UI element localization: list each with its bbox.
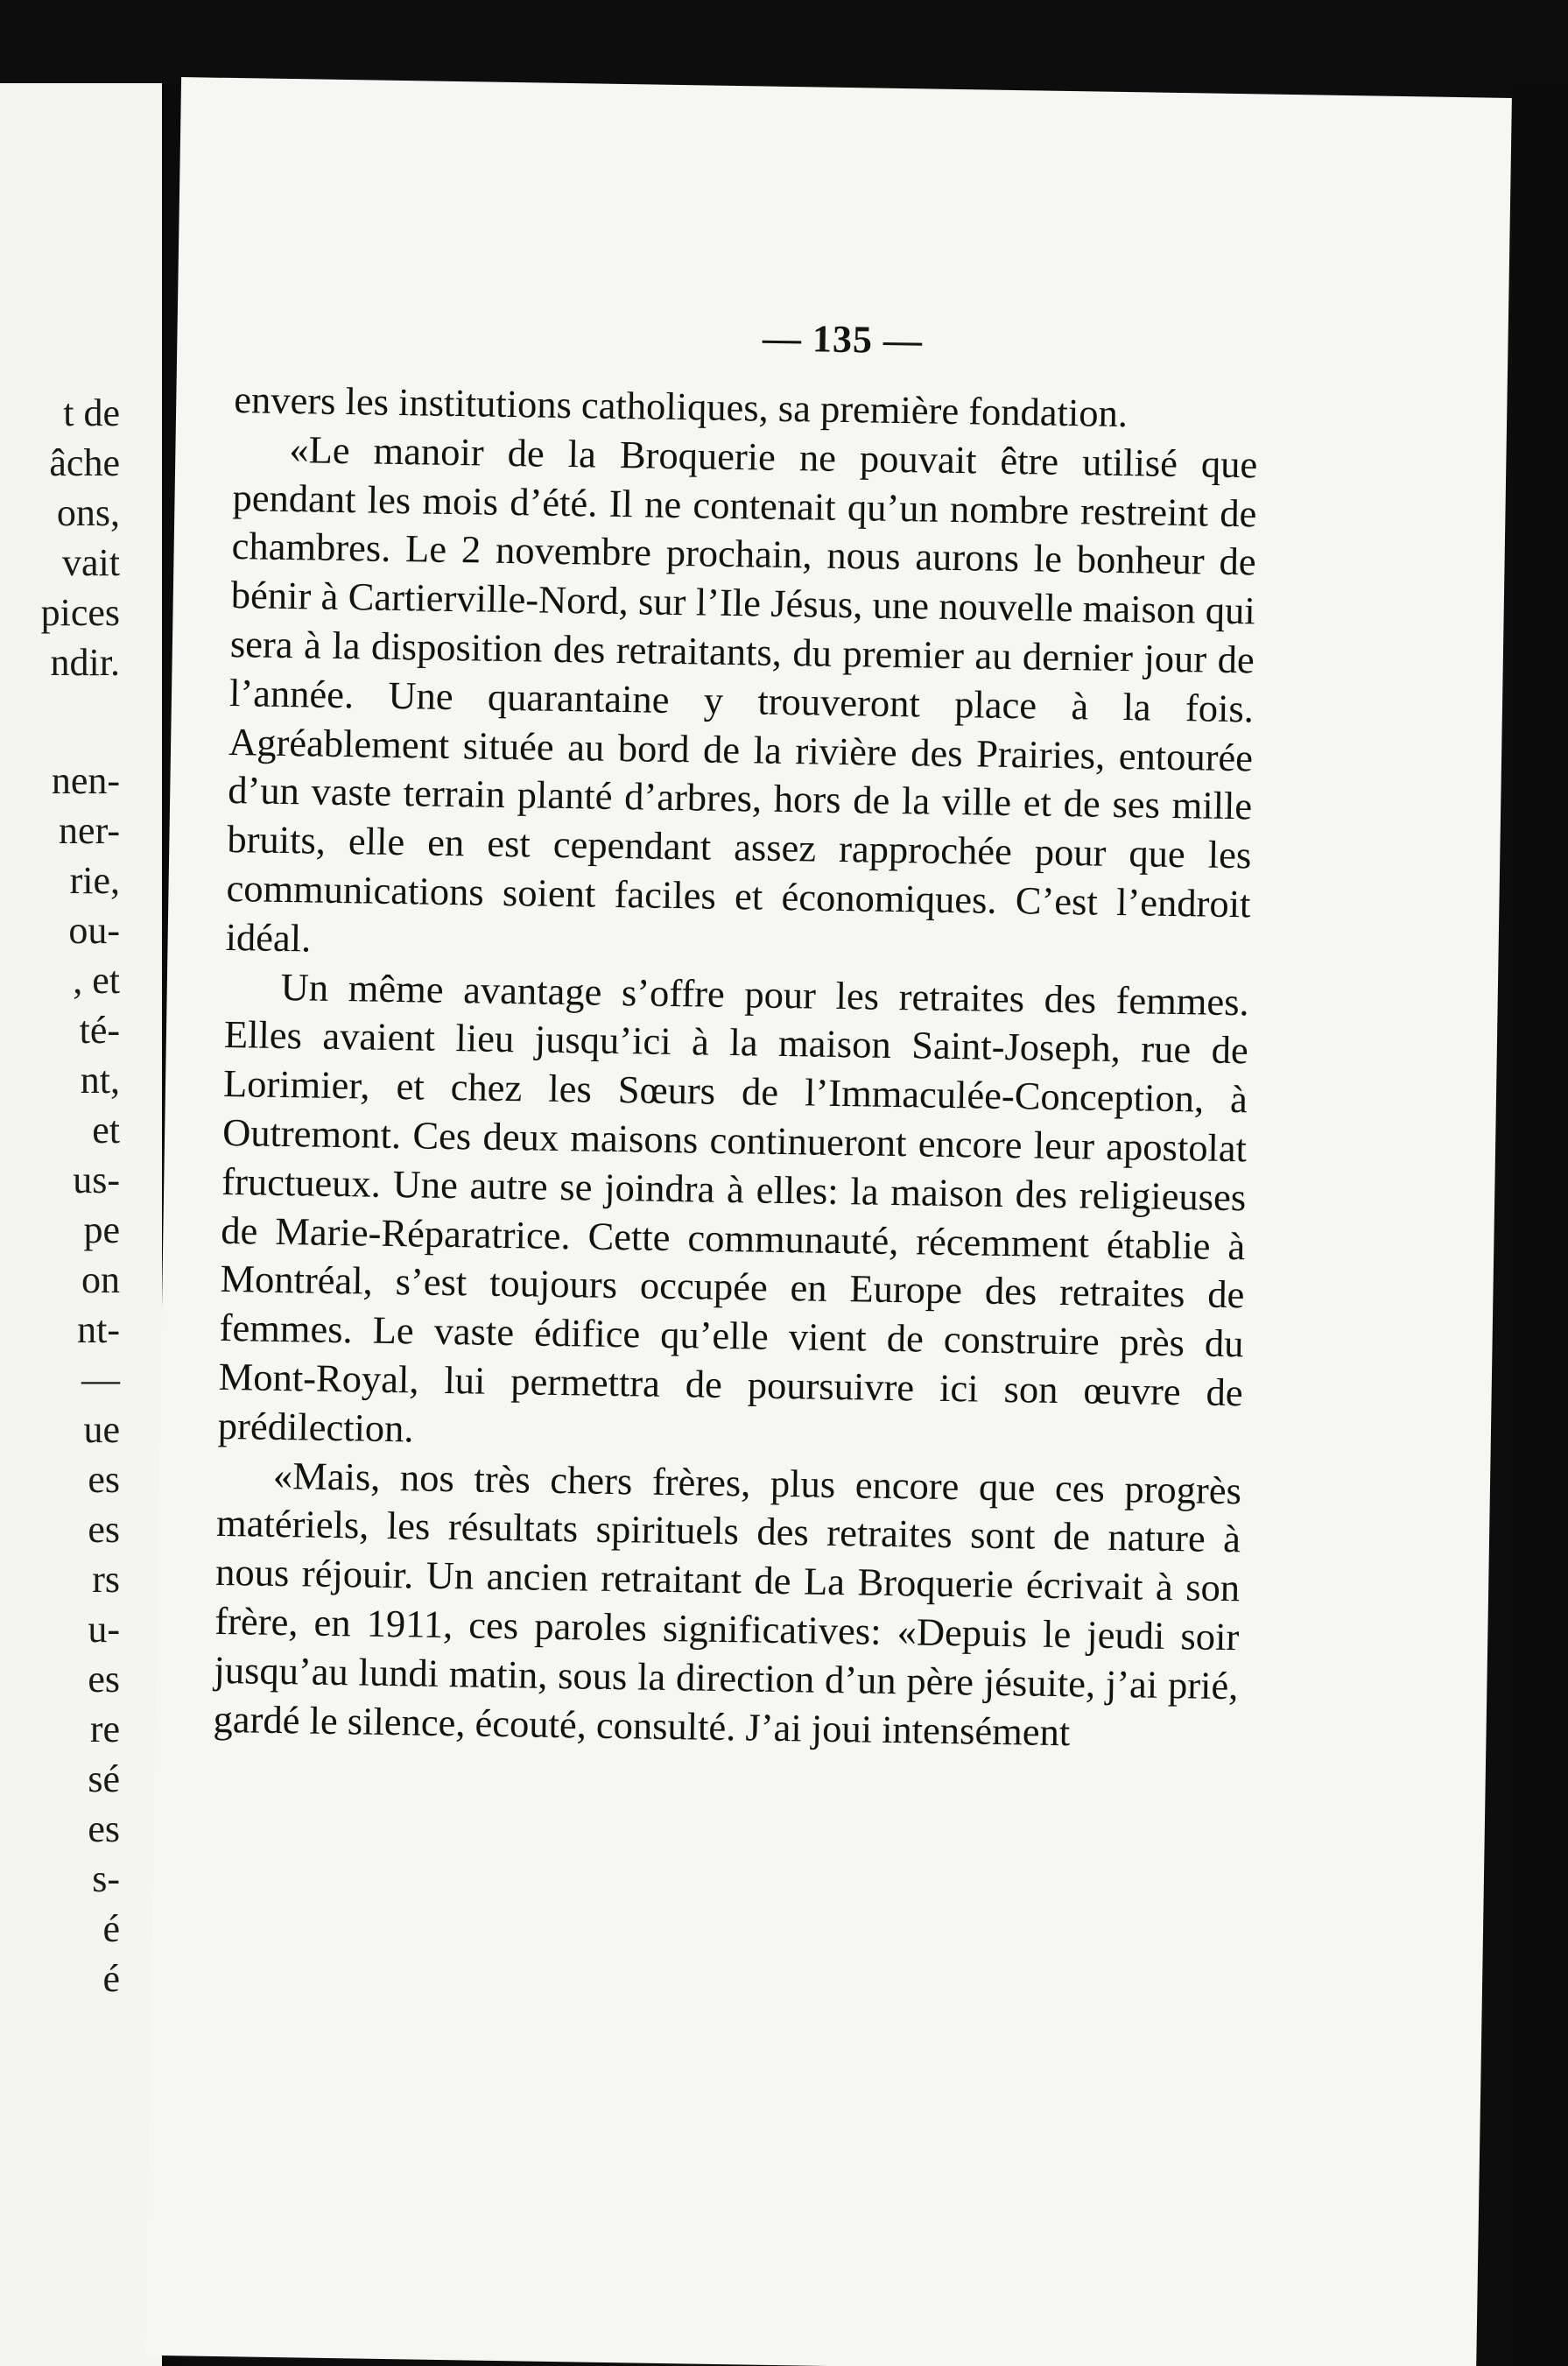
- prev-page-line: ner-: [59, 809, 120, 852]
- prev-page-line: —: [81, 1358, 120, 1401]
- prev-page-line: nt-: [77, 1308, 120, 1351]
- page-body: [213, 376, 1258, 1759]
- prev-page-line: s-: [92, 1857, 120, 1900]
- prev-page-line: es: [88, 1807, 120, 1850]
- prev-page-line: ons,: [56, 491, 120, 534]
- prev-page-line: on: [81, 1258, 120, 1301]
- prev-page-line: es: [88, 1508, 120, 1551]
- prev-page-line: rie,: [69, 859, 120, 902]
- prev-page-line: pices: [40, 591, 120, 634]
- prev-page-line: rs: [92, 1558, 120, 1601]
- paragraph: envers les institutions catholiques, sa première fondation.: [233, 377, 1129, 436]
- prev-page-line: es: [88, 1658, 120, 1701]
- prev-page-line: es: [88, 1458, 120, 1501]
- prev-page-line: re: [89, 1708, 120, 1750]
- prev-page-line: té-: [79, 1009, 120, 1052]
- prev-page-line: é: [102, 1907, 120, 1950]
- prev-page-line: ou-: [68, 909, 120, 952]
- prev-page-line: nen-: [51, 759, 120, 802]
- prev-page-line: âche: [49, 441, 120, 484]
- prev-page-line: us-: [73, 1158, 120, 1201]
- book-page: [145, 77, 1512, 2366]
- prev-page-line: é: [102, 1957, 120, 2000]
- scan-border-right: [1512, 83, 1568, 2366]
- prev-page-line: u-: [88, 1608, 120, 1651]
- prev-page-line: nt,: [80, 1059, 120, 1102]
- prev-page-line: ue: [83, 1408, 120, 1451]
- paragraph: «Le manoir de la Broquerie ne pouvait être utilisé que pendant les mois d’été. Il ne contenait qu’un nombre restreint de chambres. Le 2 novembre prochain, nous aurons le bonheur de bénir à Cartierville-Nord, sur l’Ile Jésus, une nouvelle maison qui sera à la disposition des retraitants, du premier au dernier jour de l’année. Une quarantaine y trouveront place à la fois. Agréablement située au bord de la rivière des Prairies, entourée d’un vaste terrain planté d’arbres, hors de la ville et de ses mille bruits, elle en est cependant assez rapprochée pour que les communications soient faciles et économiques. C’est l’endroit idéal.: [225, 426, 1258, 961]
- prev-page-line: , et: [73, 959, 120, 1002]
- paragraph: «Mais, nos très chers frères, plus encore que ces progrès matériels, les résultats spirituels des retraites sont de nature à nous réjouir. Un ancien retraitant de La Broquerie écrivait à son frère, en 1911, ces paroles significatives: «Depuis le jeudi soir jusqu’au lundi matin, sous la direction d’un père jésuite, j’ai prié, gardé le silence, écouté, consulté. J’ai joui intensément: [213, 1453, 1242, 1754]
- page-number: — 135 —: [762, 316, 924, 363]
- prev-page-line: pe: [83, 1208, 120, 1251]
- paragraph: Un même avantage s’offre pour les retraites des femmes. Elles avaient lieu jusqu’ici à la maison Saint-Joseph, rue de Lorimier, et chez les Sœurs de l’Immaculée-Conception, à Outremont. Ces deux maisons continueront encore leur apostolat fructueux. Une autre se joindra à elles: la maison des religieuses de Marie-Réparatrice. Cette communauté, récemment établie à Montréal, s’est toujours occupée en Europe des retraites de femmes. Le vaste édifice qu’elle vient de construire près du Mont-Royal, lui permettra de poursuivre ici son œuvre de prédilection.: [217, 964, 1250, 1451]
- prev-page-line: vait: [62, 541, 120, 584]
- prev-page-line: et: [92, 1109, 120, 1151]
- prev-page-line: t de: [63, 391, 120, 434]
- prev-page-line: sé: [88, 1757, 120, 1800]
- prev-page-line: ndir.: [50, 641, 120, 684]
- previous-page-fragment: [0, 83, 162, 2366]
